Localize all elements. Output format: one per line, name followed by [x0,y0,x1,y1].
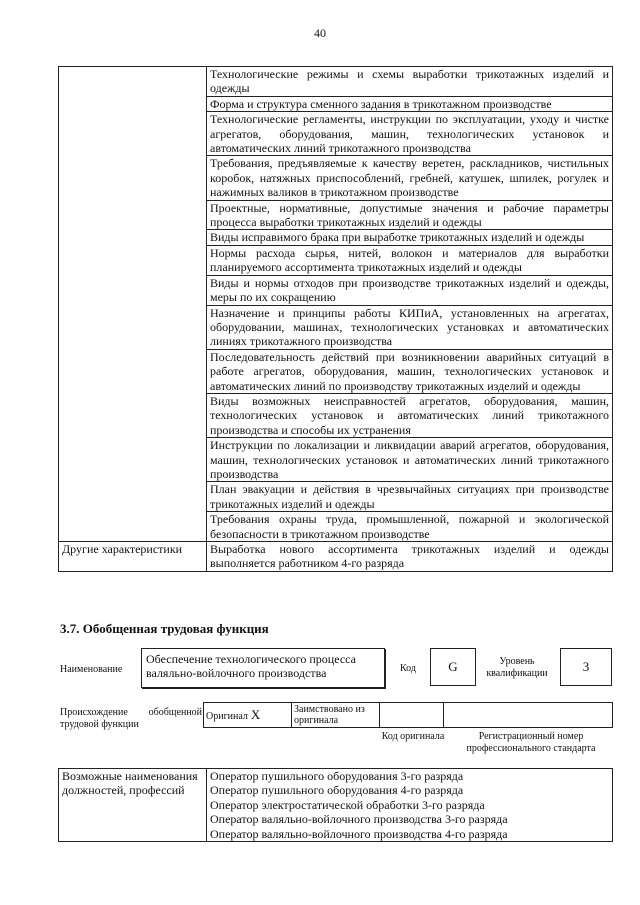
row-text: Виды возможных неисправностей агрегатов, оборудования, машин, технологических установок и автоматических линий трикотажного производства и способы их устранения [210,393,609,437]
positions-list-cell [207,769,613,842]
position-item: Оператор электростатической обработки 3-го разряда [210,797,485,812]
table-row [59,96,613,111]
table-row [59,200,613,230]
row-label-cell [59,230,207,245]
position-item: Оператор валяльно-войлочного производства 3-го разряда [210,812,508,827]
position-item: Оператор пушильного оборудования 4-го разряда [210,783,464,798]
level-box [560,648,612,686]
table-row [59,482,613,512]
table-row [59,305,613,349]
original-cell [204,703,292,728]
table-row [59,512,613,542]
positions-label: Возможные наименования должностей, профессий [62,769,198,798]
row-text-cell [207,230,613,245]
requirements-table-body [59,67,613,572]
row-label-cell [59,305,207,349]
row-text: Виды и нормы отходов при производстве трикотажных изделий и одежды, меры по их сокращению [210,275,609,305]
position-item: Оператор пушильного оборудования 3-го разряда [210,769,464,783]
row-text: План эвакуации и действия в чрезвычайных ситуациях при производстве трикотажных изделий и одежды [210,482,609,511]
row-label: Другие характеристики [62,542,183,556]
table-row [59,349,613,393]
row-text: Выработка нового ассортимента трикотажных изделий и одежды выполняется работником 4-го разряда [210,542,609,571]
reg-number-label: Регистрационный номер профессионального стандарта [466,731,596,754]
row-text: Требования охраны труда, промышленной, пожарной и экологической безопасности в трикотажном производстве [210,512,609,541]
section-title: 3.7. Обобщенная трудовая функция [60,621,269,636]
row-label-cell [59,96,207,111]
row-text-cell [207,96,613,111]
function-name-box [141,648,385,688]
position-item: Оператор валяльно-войлочного производства 4-го разряда [210,826,508,841]
row-text-cell [207,156,613,200]
table-row [59,393,613,437]
row-label-cell [59,349,207,393]
code-original-cell [380,703,444,728]
row-label-cell [59,438,207,482]
row-text: Виды исправимого брака при выработке трикотажных изделий и одежды [210,230,585,245]
row-text-cell [207,67,613,97]
row-text-cell [207,275,613,305]
table-row [59,112,613,156]
table-row [59,156,613,200]
row-text-cell [207,482,613,512]
table-row [59,275,613,305]
row-text: Технологические регламенты, инструкции по эксплуатации, уходу и чистке агрегатов, оборудования, машин, технологических установок и автоматических линий трикотажного производства [210,112,609,156]
code-label: Код [400,663,416,674]
positions-label-cell [59,769,207,842]
row-text-cell [207,245,613,275]
row-text-cell [207,512,613,542]
row-label-cell [59,542,207,572]
row-label-cell [59,200,207,230]
row-text: Форма и структура сменного задания в трикотажном производстве [210,96,552,111]
row-text-cell [207,349,613,393]
row-label-cell [59,275,207,305]
original-mark: X [250,706,261,722]
row-text: Последовательность действий при возникновении аварийных ситуаций в работе агрегатов, оборудования, машин, технологических установок и автоматических линий по производству трикотажных изделий и одежды [210,349,609,393]
code-value: G [448,659,458,674]
row-text-cell [207,542,613,572]
row-text: Нормы расхода сырья, нитей, волокон и материалов для выработки планируемого ассортимента трикотажных изделий и одежды [210,245,609,275]
row-text-cell [207,200,613,230]
row-text-cell [207,438,613,482]
page-number: 40 [314,26,326,40]
code-box [430,648,476,686]
borrowed-cell [292,703,380,728]
row-label-cell [59,512,207,542]
row-text-cell [207,305,613,349]
row-label-cell [59,393,207,437]
table-row [59,67,613,97]
level-label: Уровень квалификации [486,656,548,679]
positions-table [58,768,613,842]
name-label: Наименование [60,664,123,675]
function-name-value: Обеспечение технологического процесса валяльно-войлочного производства [146,652,356,680]
table-row [59,230,613,245]
origin-label: Происхождение обобщенной трудовой функции [60,707,202,730]
row-label-cell [59,67,207,97]
row-text: Инструкции по локализации и ликвидации аварий агрегатов, оборудования, машин, технологических установок и автоматических линий трикотажного производства [210,438,609,481]
origin-table [203,702,613,728]
row-label-cell [59,156,207,200]
row-label-cell [59,482,207,512]
code-original-label: Код оригинала [381,731,445,742]
row-label-cell [59,245,207,275]
row-text-cell [207,393,613,437]
reg-number-cell [444,703,613,728]
row-text: Назначение и принципы работы КИПиА, установленных на агрегатах, оборудовании, машинах, технологических установках и автоматических линиях трикотажного производства [210,305,609,349]
requirements-table [58,66,613,572]
level-value: 3 [582,659,590,674]
borrowed-label: Заимствовано из оригинала [294,704,365,726]
table-row [59,438,613,482]
row-text: Требования, предъявляемые к качеству веретен, раскладников, чистильных коробок, натяжных приспособлений, гребней, катушек, шпилек, рогулек и нажимных валиков в трикотажном производстве [210,156,609,200]
table-row [59,542,613,572]
row-label-cell [59,112,207,156]
row-text: Технологические режимы и схемы выработки трикотажных изделий и одежды [210,67,609,96]
table-row [59,245,613,275]
row-text-cell [207,112,613,156]
original-label: Оригинал [206,710,248,722]
row-text: Проектные, нормативные, допустимые значения и рабочие параметры процесса выработки трикотажных изделий и одежды [210,200,609,230]
